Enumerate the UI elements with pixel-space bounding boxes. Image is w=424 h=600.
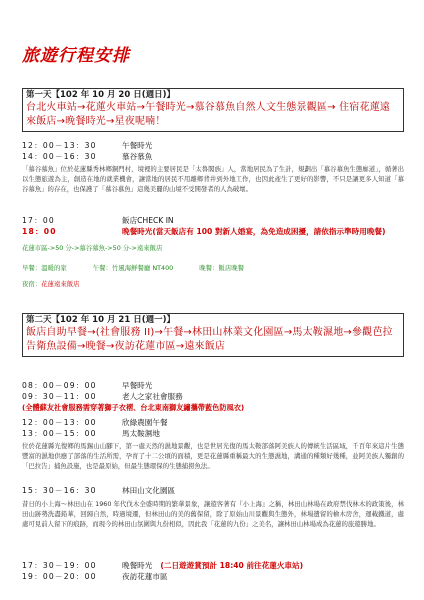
day1-header-box — [22, 88, 404, 132]
day2-schedule-d — [22, 561, 404, 582]
schedule-row — [22, 572, 404, 583]
schedule-note: (二日遊遊賞預計 18:40 前往花蓮火車站) — [160, 561, 304, 570]
schedule-row — [22, 561, 404, 572]
day1-schedule-a — [22, 141, 404, 162]
schedule-time: 18：00 — [22, 226, 57, 236]
schedule-row — [22, 216, 404, 227]
day2-service-note: (全體蘇友社會服務需穿著獅子衣褶、台北東南獅友繡攜帶藍色防風衣) — [22, 403, 245, 412]
schedule-activity: 老人之家社會服務 — [122, 391, 183, 401]
schedule-activity: 夜訪花蓮市區 — [122, 571, 168, 581]
schedule-time: 17：00 — [22, 216, 55, 225]
schedule-time: 08：00－09：00 — [22, 381, 97, 390]
day2-header-box — [22, 313, 404, 357]
schedule-row — [22, 418, 404, 429]
day1-route: 台北火車站→花蓮火車站→午餐時光→慕谷慕魚自然人文生態景觀區→ 住宿花蓮遠來飯店→晚餐時光→星夜呢喃！ — [26, 102, 391, 127]
day1-meals — [22, 263, 268, 273]
schedule-row — [22, 227, 404, 238]
day1-breakfast: 早餐：溫暖的家 — [22, 264, 67, 272]
schedule-row — [22, 429, 404, 440]
schedule-activity: 林田山文化園區 — [122, 486, 176, 495]
day1-heading — [26, 90, 400, 101]
schedule-activity: 馬太鞍濕地 — [122, 428, 160, 438]
schedule-row — [22, 392, 404, 403]
schedule-row — [22, 486, 404, 497]
schedule-activity: 慕谷慕魚 — [122, 151, 153, 161]
schedule-activity: 飯店CHECK IN — [122, 216, 174, 225]
day1-schedule-b — [22, 216, 404, 237]
day1-dinner: 晚餐：飯店晚餐 — [199, 264, 244, 272]
day2-heading — [26, 315, 400, 326]
day1-itinerary-note: 花蓮市區->50 分->慕谷慕魚->50 分->遠來飯店 — [22, 244, 163, 252]
schedule-time: 17：30－19：00 — [22, 561, 97, 570]
schedule-activity: 欣綠農園午餐 — [122, 418, 168, 427]
schedule-activity: 午餐時光 — [122, 141, 153, 150]
page-title: 旅遊行程安排 — [22, 46, 130, 66]
day1-lodging — [22, 279, 80, 289]
day2-paragraph-1: 位於花蓮縣光復鄉的馬錫山山腳下，第一處天然的濕地景觀，也是世居光復的馬太鞍部落阿美族人的傳統生活區域，千百年來這片生態豐富的濕地供應了部落的生活所需，孕育了十二公頃的面積，更是花蓮縣重稱最大的生態濕地，溝通的種類好幾種，並阿美族人獨創的「巴拉告」捕魚設施，也是最原始，但最生態環保的生態捕撈魚法。 — [22, 442, 404, 471]
day2-schedule-a — [22, 381, 404, 402]
day2-paragraph-2: 昔日的小上海～林田山在 1960 年代伐木全盛時期的繁華景象，讓遊客著有『小上海』之稱，林田山林場在政府禁伐林木的政策後，林田山跡勢洗盡鉛華，回歸自然，時過境遷，但林田山的美的舊保留，除了原始山川景觀與生態外，林場遺留的檜木房舍，運載鐵道，處處可見前人留下的痕跡，而現今的林田山氛圍與九份相似，因此我「花蓮的九份」之美名，讓林田山林場成為花蓮的旅遊勝地。 — [22, 500, 404, 529]
schedule-row — [22, 152, 404, 163]
day2-label: 第二天 — [26, 315, 52, 325]
day1-label: 第一天 — [26, 90, 52, 100]
day2-date: 【102 年 10 月 21 日(週一)】 — [51, 315, 175, 325]
schedule-activity: 早餐時光 — [122, 381, 153, 390]
schedule-activity: 晚餐時光(當天飯店有 100 對新人婚宴，為免造成困擾，請依指示準時用晚餐) — [122, 226, 386, 236]
schedule-time: 09：30－11：00 — [22, 391, 97, 401]
day1-lunch: 午餐：竹風海鮮餐廳 NT400 — [92, 264, 174, 272]
day1-date: 【102 年 10 月 20 日(週日)】 — [51, 90, 175, 100]
day2-schedule-b — [22, 418, 404, 439]
schedule-activity: 晚餐時光 — [122, 561, 153, 570]
schedule-time: 14：00－16：30 — [22, 151, 97, 161]
schedule-time: 12：00－13：30 — [22, 141, 97, 150]
schedule-row — [22, 141, 404, 152]
day2-schedule-c — [22, 486, 404, 497]
day2-route: 飯店自助早餐→(社會服務 II)→午餐→林田山林業文化園區→馬太鞍濕地→參觀芭拉告衛魚設備→晚餐→夜訪花蓮市區→遠來飯店 — [26, 327, 393, 352]
schedule-time: 15：30－16：30 — [22, 486, 97, 495]
day1-lodging-label: 夜宿： — [22, 280, 42, 288]
day1-lodging-value: 花蓮遠來飯店 — [41, 280, 80, 288]
schedule-row — [22, 381, 404, 392]
schedule-time: 13：00－15：00 — [22, 428, 97, 438]
schedule-time: 12：00－13：00 — [22, 418, 97, 427]
day1-paragraph: 「慕谷慕魚」位於花蓮縣秀林鄉銅門村，境裡的主要居民是「太魯閣族」人，當地居民為了生計，規劃出「慕谷慕魚生態廊道」，循著出以生態旅遊為主，創造在地的就業機會，讓當地的居民不用離鄉背井到外地工作，也因此產生了更好的影響，不只是讓更多人知道「慕谷慕魚」的存在，也保護了「慕谷慕魚」這幾美麗的山境不受開發者的人為破壞。 — [22, 165, 404, 194]
schedule-time: 19：00－20：00 — [22, 571, 97, 581]
